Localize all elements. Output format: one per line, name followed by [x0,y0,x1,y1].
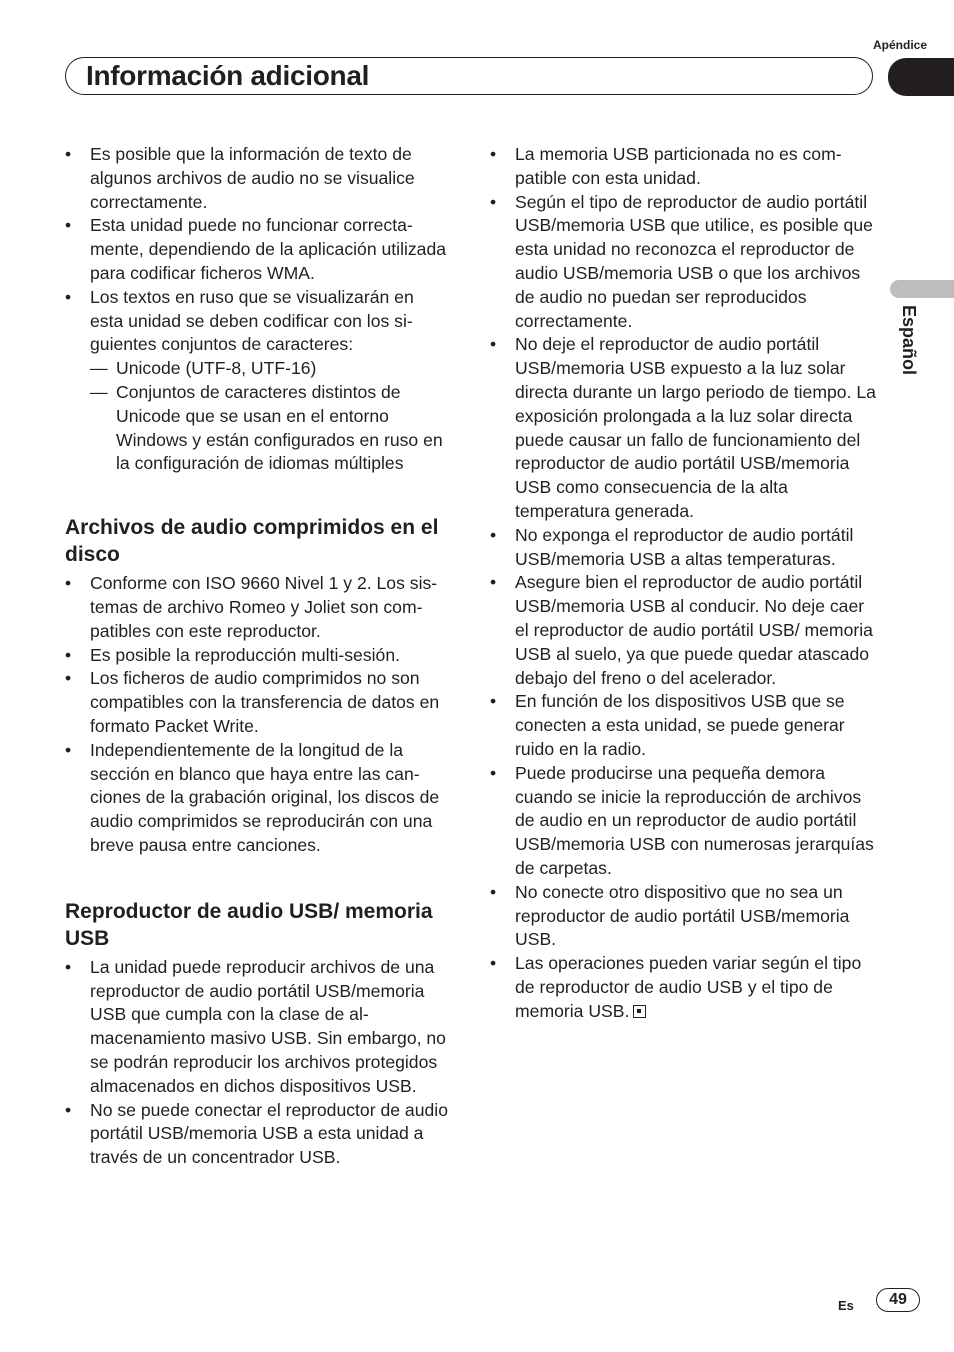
end-of-section-icon [633,1005,646,1018]
right-column [490,143,878,1023]
section-tab-marker [888,58,954,96]
section-heading-compressed-audio: Archivos de audio comprimidos en el disco [65,516,439,567]
list-item: • No exponga el reproductor de audio portátil USB/memoria USB a altas temperaturas. [490,524,878,572]
list-item: • No conecte otro dispositivo que no sea un reproductor de audio portátil USB/memoria USB. [490,881,878,952]
page-number: 49 [876,1288,920,1312]
header-title-box [65,57,873,95]
list-item: • No deje el reproductor de audio portátil USB/memoria USB expuesto a la luz solar directa durante un largo periodo de tiempo. La exposición prolongada a la luz solar directa puede causar un fallo de funcionamiento del reproductor de audio portátil USB/memoria USB como consecuencia de la alta temperatura generada. [490,333,878,523]
list-item: • Según el tipo de reproductor de audio portátil USB/memoria USB que utilice, es posible que esta unidad no reconozca el reproductor de audio USB/memoria USB o que los archivos de audio no puedan ser reproducidos correctamente. [490,191,878,334]
list-item: • Es posible que la información de texto de algunos archivos de audio no se visualice correctamente. [65,143,450,214]
charset-list [90,357,450,476]
usb-bullet-list [65,956,450,1170]
list-item: • Conforme con ISO 9660 Nivel 1 y 2. Los sistemas de archivo Romeo y Joliet son compatibles con este reproductor. [65,572,450,643]
list-item-text: Las operaciones pueden variar según el tipo de reproductor de audio USB y el tipo de memoria USB. [515,953,862,1021]
list-item: • La memoria USB particionada no es compatible con esta unidad. [490,143,878,191]
footer-language-code: Es [838,1298,854,1313]
usb-notes-bullet-list [490,143,878,1023]
list-item: • La unidad puede reproducir archivos de una reproductor de audio portátil USB/memoria USB que cumpla con la clase de almacenamiento masivo USB. Sin embargo, no se podrán reproducir los archivos protegidos almacenados en dichos dispositivos USB. [65,956,450,1099]
language-tab-marker [890,280,954,298]
list-item: • Es posible la reproducción multi-sesión. [65,644,450,668]
section-heading-usb: Reproductor de audio USB/ memoria USB [65,899,433,950]
page-title: Información adicional [86,60,370,91]
list-item: • No se puede conectar el reproductor de audio portátil USB/memoria USB a esta unidad a través de un concentrador USB. [65,1099,450,1170]
list-item-text: Los textos en ruso que se visualizarán en esta unidad se deben codificar con los siguientes conjuntos de caracteres: [90,286,414,355]
intro-bullet-list [65,143,450,476]
list-item: • Los ficheros de audio comprimidos no son compatibles con la transferencia de datos en formato Packet Write. [65,667,450,738]
appendix-label: Apéndice [872,38,927,52]
list-item: • Asegure bien el reproductor de audio portátil USB/memoria USB al conducir. No deje caer el reproductor de audio portátil USB/ memoria USB al suelo, ya que puede quedar atascado debajo del freno o del acelerador. [490,571,878,690]
left-column [65,143,450,1170]
charset-item: — Unicode (UTF-8, UTF-16) [90,357,450,381]
list-item: • Independientemente de la longitud de la sección en blanco que haya entre las canciones de la grabación original, los discos de audio comprimidos se reproducirán con una breve pausa entre canciones. [65,739,450,858]
list-item: • En función de los dispositivos USB que se conecten a esta unidad, se puede generar ruido en la radio. [490,690,878,761]
list-item: • Puede producirse una pequeña demora cuando se inicie la reproducción de archivos de audio en un reproductor de audio portátil USB/memoria USB con numerosas jerarquías de carpetas. [490,762,878,881]
list-item [490,952,878,1023]
list-item: • Esta unidad puede no funcionar correctamente, dependiendo de la aplicación utilizada para codificar ficheros WMA. [65,214,450,285]
side-language-label: Español [899,305,919,376]
list-item [65,286,450,476]
charset-item: — Conjuntos de caracteres distintos de Unicode que se usan en el entorno Windows y están configurados en ruso en la configuración de idiomas múltiples [90,381,450,476]
compressed-audio-bullet-list [65,572,450,858]
